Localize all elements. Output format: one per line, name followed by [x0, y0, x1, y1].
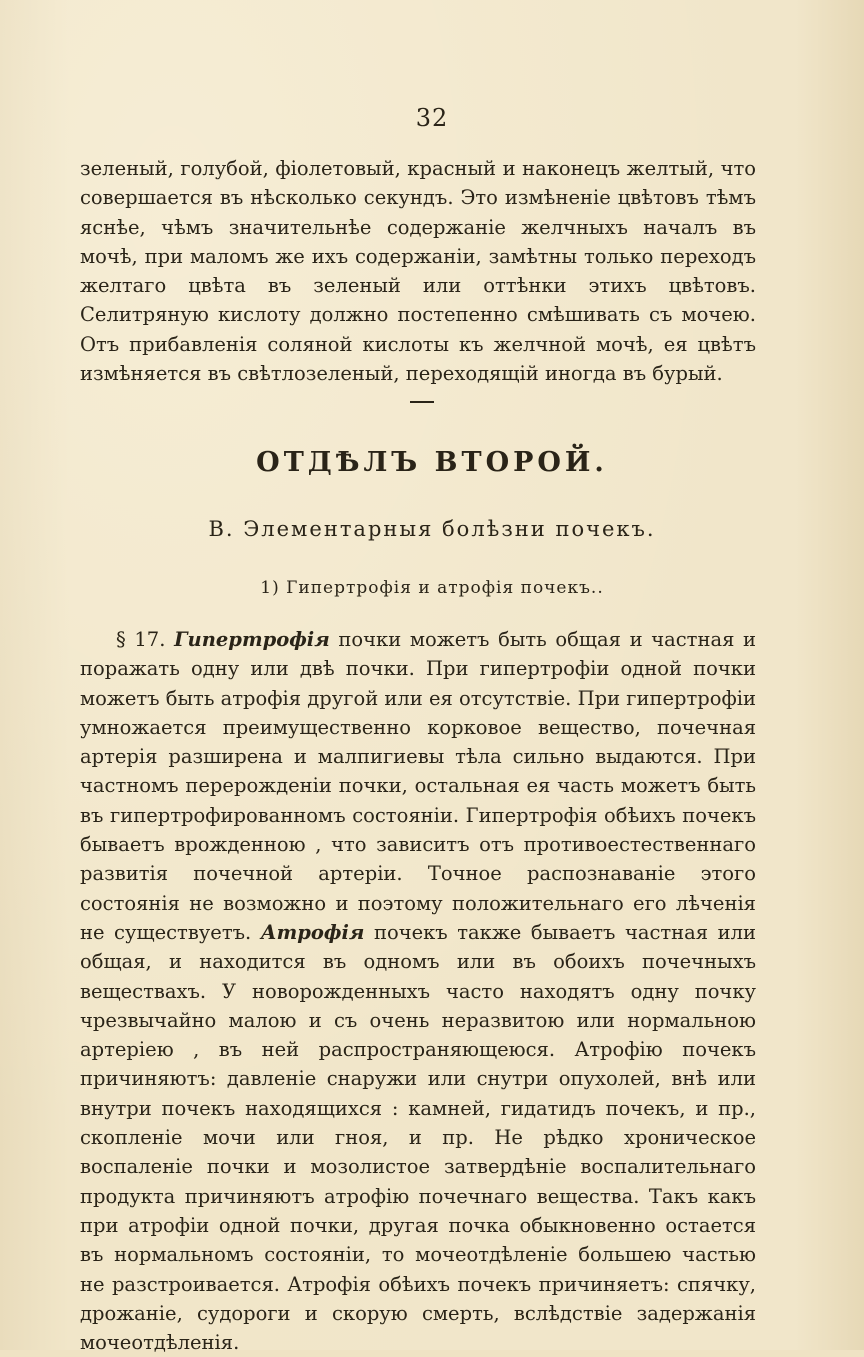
- term-hypertrophy: Гипертрофія: [174, 628, 330, 651]
- chapter-heading: В. Элементарныя болѣзни почекъ.: [208, 517, 656, 541]
- topic-heading: 1) Гипертрофія и атрофія почекъ..: [260, 578, 604, 598]
- paragraph-text: почекъ также бываетъ частная или общая, и находится въ одномъ или въ обоихъ почечныхъ веществахъ. У новорожденныхъ часто находятъ одну почку чрезвычайно малою и съ очень неразвитою или нормальною артеріею , въ ней распространяющеюся. Атрофію почекъ причиняютъ: давленіе снаружи или снутри опухолей, внѣ или внутри почекъ находящихся : камней, гидатидъ почекъ, и пр., скопленіе мочи или гноя, и пр. Не рѣдко хроническое воспаленіе почки и мозолистое затвердѣніе воспалительнаго продукта причиняютъ атрофію почечнаго вещества. Такъ какъ при атрофіи одной почки, другая почка обыкновенно остается въ нормальномъ состояніи, то мочеотдѣленіе большею частью не разстроивается. Атрофія обѣихъ почекъ причиняетъ: спячку, дрожаніе, судороги и скорую смерть, вслѣдствіе задержанія мочеотдѣленія.: [80, 920, 756, 1355]
- section-divider: [410, 401, 434, 403]
- term-atrophy: Атрофія: [260, 920, 365, 944]
- paragraph-number: § 17.: [116, 628, 166, 651]
- section-heading: ОТДѢЛЪ ВТОРОЙ.: [256, 447, 608, 478]
- page-number: 32: [415, 104, 449, 132]
- paragraph-continuation: зеленый, голубой, фіолетовый, красный и наконецъ желтый, что совершается въ нѣсколько секундъ. Это измѣненіе цвѣтовъ тѣмъ яснѣе, чѣмъ значительнѣе содержаніе желчныхъ началъ въ мочѣ, при маломъ же ихъ содержаніи, замѣтны только переходъ желтаго цвѣта въ зеленый или оттѣнки этихъ цвѣтовъ. Селитряную кислоту должно постепенно смѣшивать съ мочею. Отъ прибавленія соляной кислоты къ желчной мочѣ, ея цвѣтъ измѣняется въ свѣтлозеленый, переходящій иногда въ бурый.: [80, 157, 756, 386]
- paragraph-17: [80, 625, 756, 1357]
- paragraph-text: почки можетъ быть общая и частная и поражать одну или двѣ почки. При гипертрофіи одной почки можетъ быть атрофія другой или ея отсутствіе. При гипертрофіи умножается преимущественно корковое вещество, почечная артерія разширена и малпигиевы тѣла сильно выдаются. При частномъ перерожденіи почки, остальная ея часть можетъ быть въ гипертрофированномъ состояніи. Гипертрофія обѣихъ почекъ бываетъ врожденною , что зависитъ отъ противоестественнаго развитія почечной артеріи. Точное распознаваніе этого состоянія не возможно и поэтому положительнаго его лѣченія не существуетъ.: [80, 628, 757, 944]
